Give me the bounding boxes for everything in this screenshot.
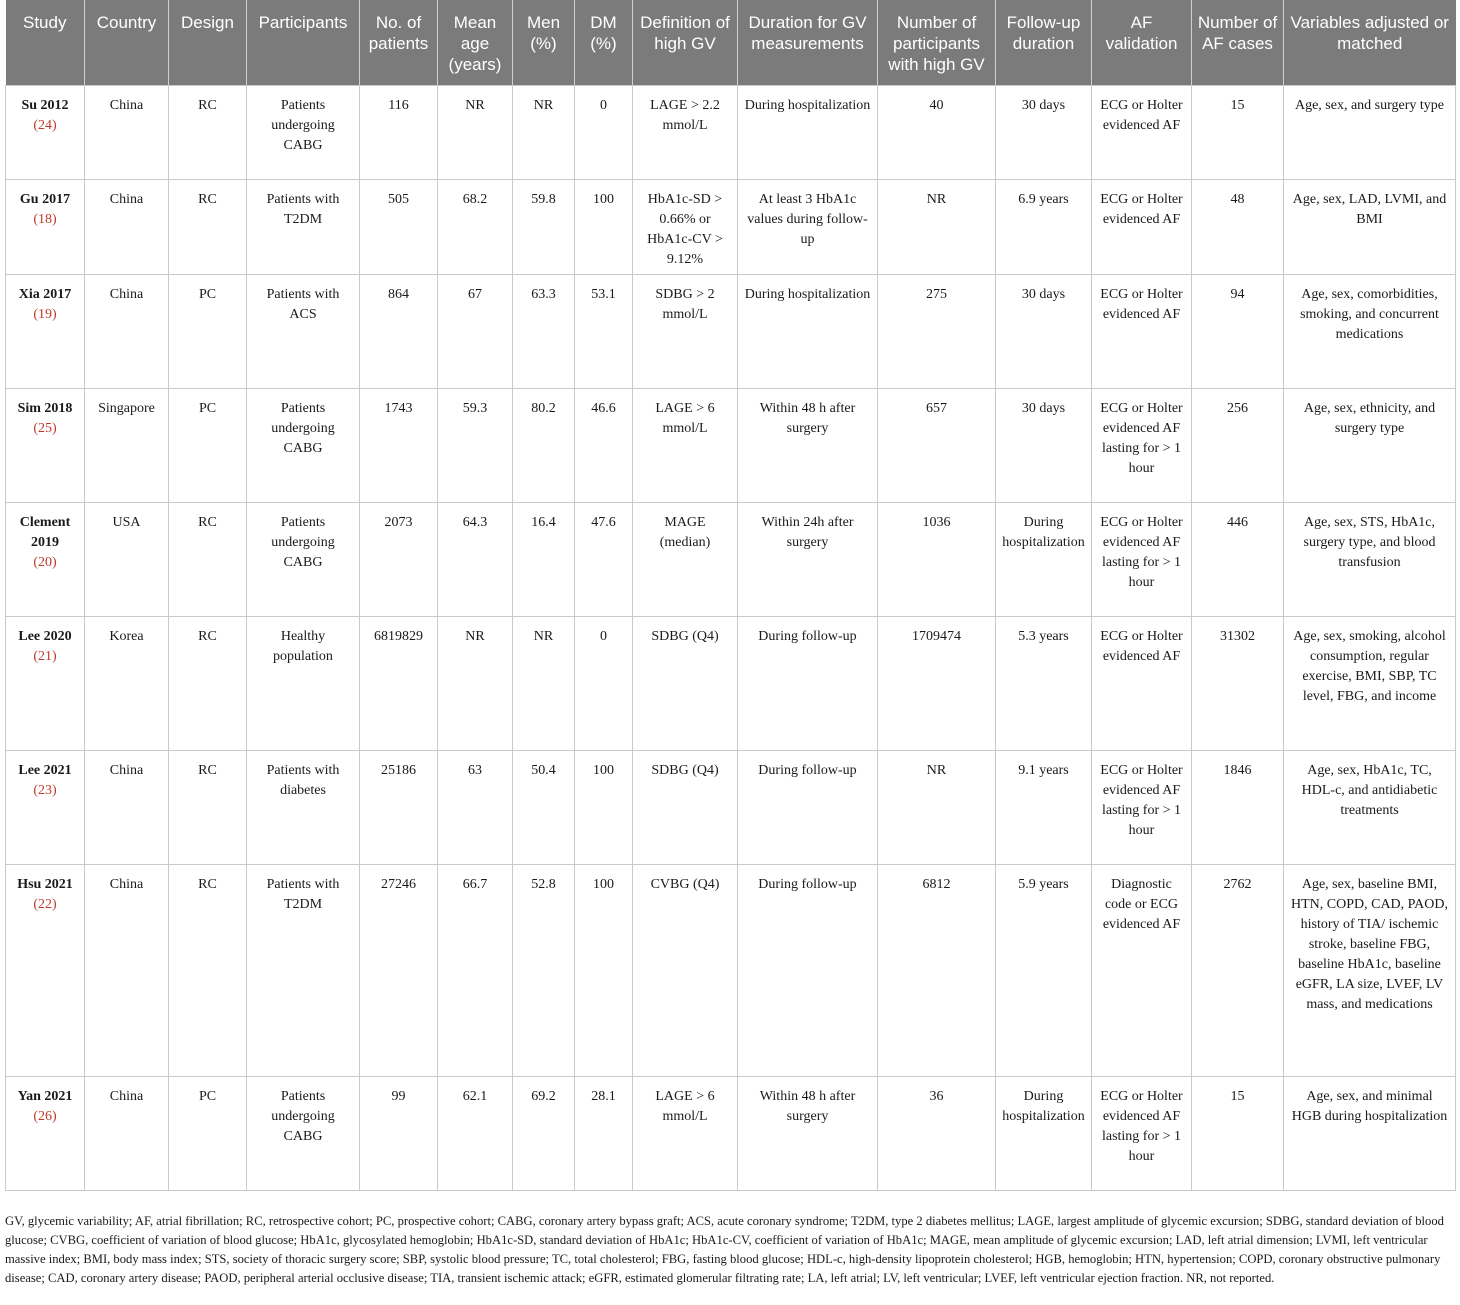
cell-duration: Within 24h after surgery xyxy=(738,502,878,616)
cell-design: RC xyxy=(169,864,247,1076)
table-container xyxy=(5,0,1455,1191)
cell-country: China xyxy=(85,750,169,864)
cell-afval: ECG or Holter evidenced AF xyxy=(1092,616,1192,750)
cell-highgv: 657 xyxy=(878,388,996,502)
cell-afcases: 1846 xyxy=(1192,750,1284,864)
cell-adjusted: Age, sex, baseline BMI, HTN, COPD, CAD, PAOD, history of TIA/ ischemic stroke, baseline FBG, baseline HbA1c, baseline eGFR, LA size, LVEF, LV mass, and medications xyxy=(1284,864,1456,1076)
cell-men: 16.4 xyxy=(513,502,575,616)
cell-country: USA xyxy=(85,502,169,616)
cell-design: RC xyxy=(169,85,247,179)
cell-n: 25186 xyxy=(360,750,438,864)
cell-age: 68.2 xyxy=(438,179,513,274)
study-name: Lee 2021 xyxy=(18,762,72,778)
cell-duration: During follow-up xyxy=(738,864,878,1076)
study-name: Hsu 2021 xyxy=(17,876,73,892)
header-country: Country xyxy=(85,0,169,85)
cell-highgv: 1709474 xyxy=(878,616,996,750)
cell-dm: 0 xyxy=(575,616,633,750)
header-no-of-patients: No. of patients xyxy=(360,0,438,85)
cell-age: 66.7 xyxy=(438,864,513,1076)
cell-afcases: 48 xyxy=(1192,179,1284,274)
header-men: Men (%) xyxy=(513,0,575,85)
table-row xyxy=(6,274,1456,388)
cell-highgv: 36 xyxy=(878,1076,996,1190)
cell-adjusted: Age, sex, ethnicity, and surgery type xyxy=(1284,388,1456,502)
cell-highgv: NR xyxy=(878,179,996,274)
cell-afval: ECG or Holter evidenced AF lasting for > 1 hour xyxy=(1092,750,1192,864)
cell-country: Singapore xyxy=(85,388,169,502)
cell-age: 64.3 xyxy=(438,502,513,616)
cell-afval: ECG or Holter evidenced AF xyxy=(1092,85,1192,179)
study-name: Clement 2019 xyxy=(19,514,71,550)
cell-afval: ECG or Holter evidenced AF lasting for > 1 hour xyxy=(1092,388,1192,502)
cell-design: RC xyxy=(169,502,247,616)
cell-highgv: 1036 xyxy=(878,502,996,616)
cell-n: 99 xyxy=(360,1076,438,1190)
reference-link[interactable]: (23) xyxy=(33,782,57,798)
cell-dm: 100 xyxy=(575,179,633,274)
cell-age: 67 xyxy=(438,274,513,388)
cell-age: 62.1 xyxy=(438,1076,513,1190)
cell-def: LAGE > 6 mmol/L xyxy=(633,1076,738,1190)
cell-followup: During hospitalization xyxy=(996,1076,1092,1190)
cell-afcases: 256 xyxy=(1192,388,1284,502)
cell-adjusted: Age, sex, STS, HbA1c, surgery type, and blood transfusion xyxy=(1284,502,1456,616)
study-name: Su 2012 xyxy=(21,97,69,113)
cell-age: 63 xyxy=(438,750,513,864)
cell-n: 116 xyxy=(360,85,438,179)
study-name: Yan 2021 xyxy=(17,1088,73,1104)
table-row xyxy=(6,85,1456,179)
cell-design: PC xyxy=(169,1076,247,1190)
cell-afval: Diagnostic code or ECG evidenced AF xyxy=(1092,864,1192,1076)
cell-highgv: 6812 xyxy=(878,864,996,1076)
header-dm: DM (%) xyxy=(575,0,633,85)
header-definition-high-gv: Definition of high GV xyxy=(633,0,738,85)
cell-age: NR xyxy=(438,85,513,179)
header-follow-up: Follow-up duration xyxy=(996,0,1092,85)
cell-def: MAGE (median) xyxy=(633,502,738,616)
cell-adjusted: Age, sex, LAD, LVMI, and BMI xyxy=(1284,179,1456,274)
cell-study xyxy=(6,388,85,502)
study-name: Sim 2018 xyxy=(17,400,73,416)
cell-adjusted: Age, sex, and minimal HGB during hospitalization xyxy=(1284,1076,1456,1190)
cell-duration: During hospitalization xyxy=(738,274,878,388)
cell-adjusted: Age, sex, and surgery type xyxy=(1284,85,1456,179)
cell-duration: Within 48 h after surgery xyxy=(738,1076,878,1190)
cell-men: 63.3 xyxy=(513,274,575,388)
study-name: Lee 2020 xyxy=(18,628,72,644)
cell-participants: Healthy population xyxy=(247,616,360,750)
cell-adjusted: Age, sex, comorbidities, smoking, and concurrent medications xyxy=(1284,274,1456,388)
cell-participants: Patients undergoing CABG xyxy=(247,502,360,616)
cell-study xyxy=(6,616,85,750)
cell-def: SDBG > 2 mmol/L xyxy=(633,274,738,388)
cell-country: China xyxy=(85,864,169,1076)
table-row xyxy=(6,616,1456,750)
reference-link[interactable]: (18) xyxy=(33,211,57,227)
cell-study xyxy=(6,864,85,1076)
cell-men: 59.8 xyxy=(513,179,575,274)
table-row xyxy=(6,502,1456,616)
cell-afval: ECG or Holter evidenced AF xyxy=(1092,179,1192,274)
reference-link[interactable]: (25) xyxy=(33,420,57,436)
reference-link[interactable]: (24) xyxy=(33,117,57,133)
cell-afcases: 15 xyxy=(1192,1076,1284,1190)
cell-adjusted: Age, sex, HbA1c, TC, HDL-c, and antidiabetic treatments xyxy=(1284,750,1456,864)
cell-n: 864 xyxy=(360,274,438,388)
cell-study xyxy=(6,750,85,864)
cell-design: RC xyxy=(169,179,247,274)
cell-n: 27246 xyxy=(360,864,438,1076)
cell-n: 505 xyxy=(360,179,438,274)
cell-dm: 0 xyxy=(575,85,633,179)
cell-men: 52.8 xyxy=(513,864,575,1076)
cell-participants: Patients undergoing CABG xyxy=(247,388,360,502)
header-row xyxy=(6,0,1456,85)
cell-followup: 5.9 years xyxy=(996,864,1092,1076)
cell-followup: 30 days xyxy=(996,388,1092,502)
cell-dm: 46.6 xyxy=(575,388,633,502)
cell-followup: 9.1 years xyxy=(996,750,1092,864)
table-row xyxy=(6,750,1456,864)
cell-afcases: 2762 xyxy=(1192,864,1284,1076)
table-row xyxy=(6,179,1456,274)
cell-men: 50.4 xyxy=(513,750,575,864)
study-characteristics-table xyxy=(5,0,1456,1191)
header-high-gv-participants: Number of participants with high GV xyxy=(878,0,996,85)
cell-dm: 47.6 xyxy=(575,502,633,616)
cell-design: RC xyxy=(169,750,247,864)
table-footnote: GV, glycemic variability; AF, atrial fibrillation; RC, retrospective cohort; PC, prospective cohort; CABG, coronary artery bypass graft; ACS, acute coronary syndrome; T2DM, type 2 diabetes mellitus; LAGE, largest amplitude of glycemic excursion; SDBG, standard deviation of blood glucose; CVBG, coefficient of variation of blood glucose; HbA1c, glycosylated hemoglobin; HbA1c-SD, standard deviation of HbA1c; HbA1c-CV, coefficient of variation of HbA1c; MAGE, mean amplitude of glycemic excursion; LAD, left atrial dimension; LVMI, left ventricular massive index; BMI, body mass index; STS, society of thoracic surgery score; SBP, systolic blood pressure; TC, total cholesterol; FBG, fasting blood glucose; HDL-c, high-density lipoprotein cholesterol; HGB, hemoglobin; HTN, hypertension; COPD, coronary obstructive pulmonary disease; CAD, coronary artery disease; PAOD, peripheral arterial occlusive disease; TIA, transient ischemic attack; eGFR, estimated glomerular filtrating rate; LA, left atrial; LV, left ventricular; LVEF, left ventricular ejection fraction. NR, not reported. xyxy=(5,1214,1444,1285)
reference-link[interactable]: (21) xyxy=(33,648,57,664)
cell-n: 2073 xyxy=(360,502,438,616)
table-row xyxy=(6,864,1456,1076)
cell-age: 59.3 xyxy=(438,388,513,502)
cell-afval: ECG or Holter evidenced AF lasting for > 1 hour xyxy=(1092,502,1192,616)
table-row xyxy=(6,388,1456,502)
reference-link[interactable]: (19) xyxy=(33,306,57,322)
cell-highgv: NR xyxy=(878,750,996,864)
header-design: Design xyxy=(169,0,247,85)
cell-country: China xyxy=(85,179,169,274)
cell-participants: Patients undergoing CABG xyxy=(247,85,360,179)
study-name: Gu 2017 xyxy=(19,191,71,207)
cell-followup: 5.3 years xyxy=(996,616,1092,750)
cell-country: Korea xyxy=(85,616,169,750)
cell-afcases: 446 xyxy=(1192,502,1284,616)
cell-afval: ECG or Holter evidenced AF xyxy=(1092,274,1192,388)
cell-country: China xyxy=(85,1076,169,1190)
cell-men: NR xyxy=(513,85,575,179)
cell-dm: 100 xyxy=(575,750,633,864)
cell-dm: 100 xyxy=(575,864,633,1076)
cell-def: HbA1c-SD > 0.66% or HbA1c-CV > 9.12% xyxy=(633,179,738,274)
cell-highgv: 40 xyxy=(878,85,996,179)
header-participants: Participants xyxy=(247,0,360,85)
cell-afval: ECG or Holter evidenced AF lasting for > 1 hour xyxy=(1092,1076,1192,1190)
cell-followup: During hospitalization xyxy=(996,502,1092,616)
cell-followup: 6.9 years xyxy=(996,179,1092,274)
cell-participants: Patients with ACS xyxy=(247,274,360,388)
cell-def: CVBG (Q4) xyxy=(633,864,738,1076)
cell-men: 69.2 xyxy=(513,1076,575,1190)
cell-duration: During hospitalization xyxy=(738,85,878,179)
cell-study xyxy=(6,274,85,388)
cell-afcases: 15 xyxy=(1192,85,1284,179)
cell-adjusted: Age, sex, smoking, alcohol consumption, regular exercise, BMI, SBP, TC level, FBG, and income xyxy=(1284,616,1456,750)
cell-age: NR xyxy=(438,616,513,750)
cell-dm: 53.1 xyxy=(575,274,633,388)
cell-n: 1743 xyxy=(360,388,438,502)
cell-def: SDBG (Q4) xyxy=(633,616,738,750)
cell-afcases: 94 xyxy=(1192,274,1284,388)
cell-participants: Patients with T2DM xyxy=(247,864,360,1076)
cell-duration: During follow-up xyxy=(738,616,878,750)
study-name: Xia 2017 xyxy=(18,286,72,302)
reference-link[interactable]: (20) xyxy=(33,554,57,570)
cell-duration: During follow-up xyxy=(738,750,878,864)
cell-def: LAGE > 2.2 mmol/L xyxy=(633,85,738,179)
header-study: Study xyxy=(6,0,85,85)
cell-country: China xyxy=(85,85,169,179)
cell-duration: Within 48 h after surgery xyxy=(738,388,878,502)
cell-men: 80.2 xyxy=(513,388,575,502)
cell-def: SDBG (Q4) xyxy=(633,750,738,864)
cell-participants: Patients with T2DM xyxy=(247,179,360,274)
reference-link[interactable]: (26) xyxy=(33,1108,57,1124)
header-af-validation: AF validation xyxy=(1092,0,1192,85)
cell-design: PC xyxy=(169,388,247,502)
cell-men: NR xyxy=(513,616,575,750)
cell-study xyxy=(6,1076,85,1190)
reference-link[interactable]: (22) xyxy=(33,896,57,912)
cell-country: China xyxy=(85,274,169,388)
header-duration-gv: Duration for GV measurements xyxy=(738,0,878,85)
cell-afcases: 31302 xyxy=(1192,616,1284,750)
cell-n: 6819829 xyxy=(360,616,438,750)
cell-def: LAGE > 6 mmol/L xyxy=(633,388,738,502)
cell-dm: 28.1 xyxy=(575,1076,633,1190)
cell-followup: 30 days xyxy=(996,274,1092,388)
cell-design: RC xyxy=(169,616,247,750)
cell-study xyxy=(6,502,85,616)
cell-followup: 30 days xyxy=(996,85,1092,179)
header-mean-age: Mean age (years) xyxy=(438,0,513,85)
cell-study xyxy=(6,179,85,274)
table-row xyxy=(6,1076,1456,1190)
cell-participants: Patients with diabetes xyxy=(247,750,360,864)
header-variables-adjusted: Variables adjusted or matched xyxy=(1284,0,1456,85)
cell-study xyxy=(6,85,85,179)
cell-highgv: 275 xyxy=(878,274,996,388)
cell-duration: At least 3 HbA1c values during follow-up xyxy=(738,179,878,274)
cell-design: PC xyxy=(169,274,247,388)
cell-participants: Patients undergoing CABG xyxy=(247,1076,360,1190)
header-af-cases: Number of AF cases xyxy=(1192,0,1284,85)
